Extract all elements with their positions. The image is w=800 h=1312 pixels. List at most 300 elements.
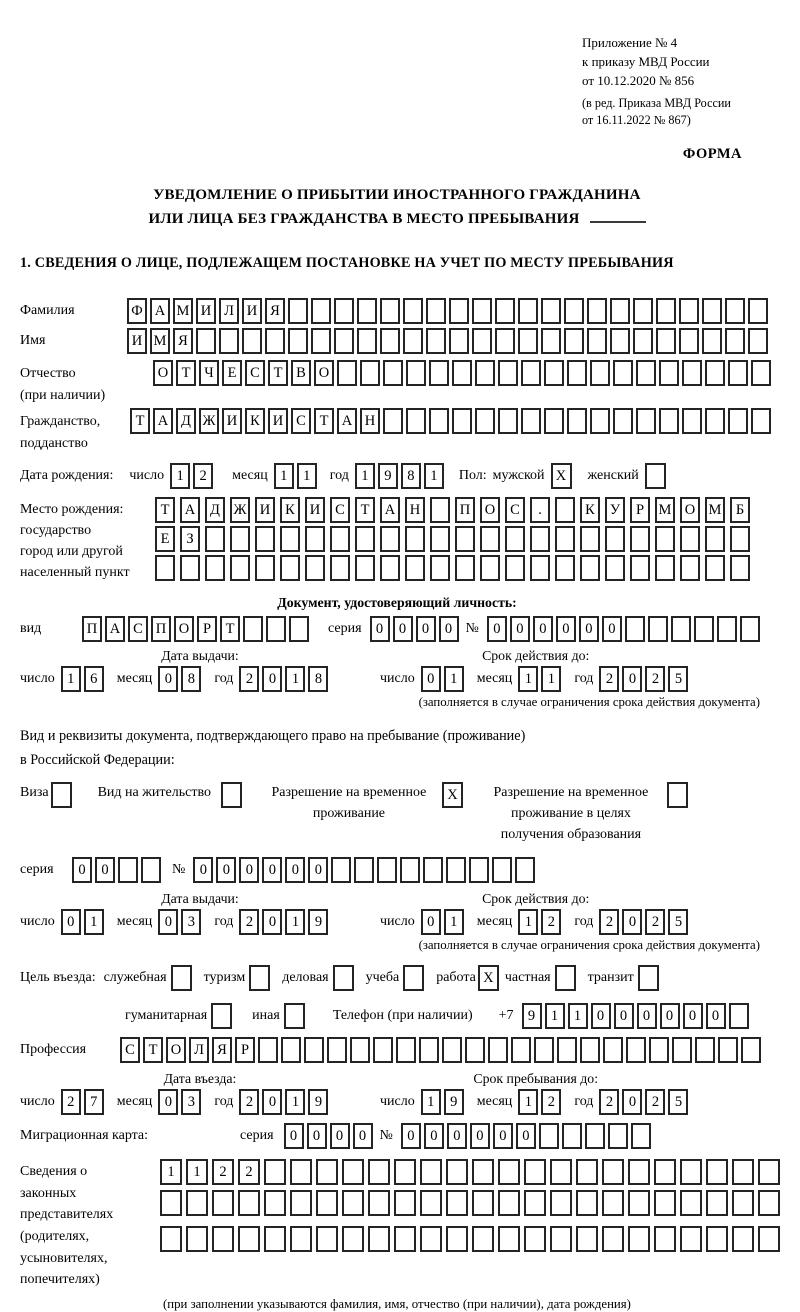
char-cell[interactable]: М [705,497,725,523]
char-cell[interactable]: 6 [84,666,104,692]
char-cell[interactable] [613,408,633,434]
char-cell[interactable] [186,1190,208,1216]
char-cell[interactable] [613,360,633,386]
char-cell[interactable] [654,1226,676,1252]
phone-input[interactable] [522,1003,752,1029]
char-cell[interactable] [380,298,400,324]
char-cell[interactable] [580,555,600,581]
birth-year-input[interactable] [355,463,447,489]
char-cell[interactable]: 2 [193,463,213,489]
char-cell[interactable]: 0 [95,857,115,883]
char-cell[interactable]: И [305,497,325,523]
char-cell[interactable] [305,555,325,581]
char-cell[interactable] [394,1190,416,1216]
char-cell[interactable]: 0 [591,1003,611,1029]
char-cell[interactable] [534,1037,554,1063]
char-cell[interactable]: . [530,497,550,523]
char-cell[interactable] [679,328,699,354]
purpose-private-checkbox[interactable] [555,965,576,991]
char-cell[interactable] [342,1226,364,1252]
char-cell[interactable]: 0 [330,1123,350,1149]
char-cell[interactable]: 0 [470,1123,490,1149]
char-cell[interactable]: 2 [645,1089,665,1115]
char-cell[interactable]: К [245,408,265,434]
char-cell[interactable]: 0 [262,666,282,692]
char-cell[interactable] [564,328,584,354]
char-cell[interactable] [702,328,722,354]
char-cell[interactable] [357,298,377,324]
char-cell[interactable] [555,526,575,552]
char-cell[interactable]: 0 [556,616,576,642]
char-cell[interactable] [680,1226,702,1252]
char-cell[interactable] [758,1226,780,1252]
char-cell[interactable] [406,408,426,434]
char-cell[interactable] [718,1037,738,1063]
char-cell[interactable]: С [330,497,350,523]
char-cell[interactable]: 1 [518,909,538,935]
char-cell[interactable]: 0 [158,666,178,692]
char-cell[interactable]: И [242,298,262,324]
char-cell[interactable]: М [173,298,193,324]
char-cell[interactable] [311,298,331,324]
char-cell[interactable] [495,298,515,324]
char-cell[interactable]: О [314,360,334,386]
profession-input[interactable] [120,1037,764,1063]
char-cell[interactable] [628,1190,650,1216]
entry-year-input[interactable] [239,1089,331,1115]
char-cell[interactable] [305,526,325,552]
char-cell[interactable] [625,616,645,642]
temp-residence-checkbox[interactable]: X [442,782,463,808]
char-cell[interactable]: Т [220,616,240,642]
entry-month-input[interactable] [158,1089,204,1115]
char-cell[interactable] [539,1123,559,1149]
char-cell[interactable] [360,360,380,386]
char-cell[interactable]: 9 [444,1089,464,1115]
char-cell[interactable] [656,328,676,354]
char-cell[interactable]: А [150,298,170,324]
char-cell[interactable] [729,1003,749,1029]
citizenship-input[interactable] [130,408,774,434]
char-cell[interactable] [472,298,492,324]
char-cell[interactable] [751,360,771,386]
char-cell[interactable] [488,1037,508,1063]
char-cell[interactable] [405,555,425,581]
doc-number-input[interactable] [487,616,763,642]
char-cell[interactable] [238,1190,260,1216]
char-cell[interactable] [238,1226,260,1252]
legal-reps-row2-input[interactable] [160,1190,784,1216]
char-cell[interactable] [694,616,714,642]
char-cell[interactable] [555,497,575,523]
char-cell[interactable] [505,526,525,552]
char-cell[interactable] [480,526,500,552]
char-cell[interactable]: 1 [518,666,538,692]
char-cell[interactable] [649,1037,669,1063]
char-cell[interactable] [682,360,702,386]
char-cell[interactable]: 0 [307,1123,327,1149]
char-cell[interactable]: 0 [421,666,441,692]
birth-place-row2-input[interactable] [155,526,755,552]
residence-permit-checkbox[interactable] [221,782,242,808]
char-cell[interactable]: Р [197,616,217,642]
char-cell[interactable] [230,555,250,581]
char-cell[interactable] [530,526,550,552]
char-cell[interactable]: П [151,616,171,642]
char-cell[interactable]: Л [189,1037,209,1063]
char-cell[interactable]: 0 [61,909,81,935]
char-cell[interactable] [732,1226,754,1252]
char-cell[interactable] [452,408,472,434]
char-cell[interactable]: 5 [668,909,688,935]
purpose-business-checkbox[interactable] [333,965,354,991]
char-cell[interactable]: А [337,408,357,434]
char-cell[interactable] [576,1226,598,1252]
issue-year-input[interactable] [239,909,331,935]
char-cell[interactable] [212,1226,234,1252]
stay-month-input[interactable] [518,1089,564,1115]
char-cell[interactable]: У [605,497,625,523]
char-cell[interactable] [118,857,138,883]
char-cell[interactable] [419,1037,439,1063]
char-cell[interactable] [446,1190,468,1216]
char-cell[interactable]: И [127,328,147,354]
char-cell[interactable]: Я [173,328,193,354]
char-cell[interactable]: 1 [421,1089,441,1115]
char-cell[interactable] [751,408,771,434]
char-cell[interactable] [659,360,679,386]
char-cell[interactable] [671,616,691,642]
char-cell[interactable]: Т [155,497,175,523]
char-cell[interactable] [186,1226,208,1252]
char-cell[interactable] [758,1190,780,1216]
char-cell[interactable]: 0 [622,666,642,692]
stay-year-input[interactable] [599,1089,691,1115]
char-cell[interactable] [562,1123,582,1149]
char-cell[interactable] [705,408,725,434]
char-cell[interactable] [429,360,449,386]
char-cell[interactable]: О [153,360,173,386]
char-cell[interactable] [717,616,737,642]
char-cell[interactable]: Т [176,360,196,386]
char-cell[interactable]: 0 [262,909,282,935]
char-cell[interactable]: 0 [579,616,599,642]
char-cell[interactable] [480,555,500,581]
char-cell[interactable]: Т [130,408,150,434]
char-cell[interactable] [498,360,518,386]
issue-month-input[interactable] [158,909,204,935]
char-cell[interactable]: 2 [239,666,259,692]
char-cell[interactable]: 2 [238,1159,260,1185]
char-cell[interactable] [730,526,750,552]
char-cell[interactable]: О [680,497,700,523]
purpose-work-checkbox[interactable]: X [478,965,499,991]
char-cell[interactable] [518,328,538,354]
char-cell[interactable]: 0 [622,1089,642,1115]
purpose-tourism-checkbox[interactable] [249,965,270,991]
char-cell[interactable] [498,408,518,434]
char-cell[interactable]: А [180,497,200,523]
char-cell[interactable] [524,1190,546,1216]
char-cell[interactable] [602,1190,624,1216]
char-cell[interactable] [342,1190,364,1216]
char-cell[interactable]: 5 [668,1089,688,1115]
char-cell[interactable]: 1 [285,1089,305,1115]
char-cell[interactable]: О [174,616,194,642]
char-cell[interactable] [679,298,699,324]
char-cell[interactable]: Т [355,497,375,523]
char-cell[interactable]: 0 [602,616,622,642]
char-cell[interactable] [316,1190,338,1216]
char-cell[interactable] [518,298,538,324]
char-cell[interactable]: 5 [668,666,688,692]
char-cell[interactable] [141,857,161,883]
char-cell[interactable]: 0 [660,1003,680,1029]
char-cell[interactable] [396,1037,416,1063]
char-cell[interactable]: 0 [637,1003,657,1029]
char-cell[interactable]: 2 [239,1089,259,1115]
char-cell[interactable]: Р [235,1037,255,1063]
char-cell[interactable] [524,1226,546,1252]
sex-female-checkbox[interactable] [645,463,666,489]
purpose-humanitarian-checkbox[interactable] [211,1003,232,1029]
char-cell[interactable]: 0 [421,909,441,935]
birth-place-row3-input[interactable] [155,555,755,581]
char-cell[interactable] [280,526,300,552]
char-cell[interactable]: Ч [199,360,219,386]
purpose-transit-checkbox[interactable] [638,965,659,991]
char-cell[interactable]: 1 [170,463,190,489]
char-cell[interactable] [580,1037,600,1063]
char-cell[interactable]: 2 [61,1089,81,1115]
char-cell[interactable] [449,298,469,324]
char-cell[interactable] [557,1037,577,1063]
char-cell[interactable] [331,857,351,883]
char-cell[interactable]: 0 [262,1089,282,1115]
char-cell[interactable] [373,1037,393,1063]
char-cell[interactable]: 0 [370,616,390,642]
char-cell[interactable] [430,555,450,581]
char-cell[interactable] [355,526,375,552]
char-cell[interactable] [281,1037,301,1063]
char-cell[interactable]: Е [222,360,242,386]
char-cell[interactable] [541,328,561,354]
char-cell[interactable]: 1 [297,463,317,489]
char-cell[interactable]: М [150,328,170,354]
char-cell[interactable]: К [580,497,600,523]
char-cell[interactable] [605,555,625,581]
issue-year-input[interactable] [239,666,331,692]
visa-checkbox[interactable] [51,782,72,808]
char-cell[interactable] [648,616,668,642]
char-cell[interactable] [472,1190,494,1216]
char-cell[interactable] [654,1190,676,1216]
char-cell[interactable] [495,328,515,354]
doc-series-input[interactable] [370,616,462,642]
char-cell[interactable] [426,298,446,324]
surname-input[interactable] [127,298,771,324]
char-cell[interactable] [383,360,403,386]
char-cell[interactable] [695,1037,715,1063]
char-cell[interactable]: 1 [274,463,294,489]
char-cell[interactable]: 1 [541,666,561,692]
char-cell[interactable] [420,1226,442,1252]
char-cell[interactable]: 0 [493,1123,513,1149]
char-cell[interactable]: 2 [599,909,619,935]
issue-month-input[interactable] [158,666,204,692]
char-cell[interactable] [682,408,702,434]
char-cell[interactable] [423,857,443,883]
char-cell[interactable] [511,1037,531,1063]
char-cell[interactable] [258,1037,278,1063]
char-cell[interactable]: 0 [393,616,413,642]
char-cell[interactable]: 0 [706,1003,726,1029]
char-cell[interactable]: А [380,497,400,523]
char-cell[interactable]: 9 [308,1089,328,1115]
char-cell[interactable]: 0 [216,857,236,883]
doc-type-input[interactable] [82,616,312,642]
char-cell[interactable] [289,616,309,642]
char-cell[interactable] [590,408,610,434]
char-cell[interactable] [205,555,225,581]
char-cell[interactable] [334,298,354,324]
char-cell[interactable]: О [166,1037,186,1063]
char-cell[interactable] [429,408,449,434]
char-cell[interactable] [243,616,263,642]
char-cell[interactable] [472,328,492,354]
char-cell[interactable] [587,298,607,324]
char-cell[interactable] [659,408,679,434]
char-cell[interactable] [442,1037,462,1063]
char-cell[interactable]: 0 [262,857,282,883]
char-cell[interactable] [455,526,475,552]
char-cell[interactable] [672,1037,692,1063]
char-cell[interactable]: С [120,1037,140,1063]
birth-day-input[interactable] [170,463,216,489]
char-cell[interactable]: 3 [181,1089,201,1115]
char-cell[interactable] [430,497,450,523]
char-cell[interactable]: 0 [72,857,92,883]
char-cell[interactable]: И [255,497,275,523]
purpose-official-checkbox[interactable] [171,965,192,991]
char-cell[interactable] [455,555,475,581]
char-cell[interactable] [636,360,656,386]
migration-series-input[interactable] [284,1123,376,1149]
char-cell[interactable]: 1 [285,909,305,935]
char-cell[interactable] [368,1190,390,1216]
stay-day-input[interactable] [421,1089,467,1115]
char-cell[interactable] [567,408,587,434]
char-cell[interactable] [380,526,400,552]
char-cell[interactable] [160,1226,182,1252]
char-cell[interactable] [280,555,300,581]
char-cell[interactable]: 1 [424,463,444,489]
name-input[interactable] [127,328,771,354]
char-cell[interactable] [290,1226,312,1252]
char-cell[interactable] [420,1190,442,1216]
char-cell[interactable] [530,555,550,581]
char-cell[interactable]: 0 [353,1123,373,1149]
char-cell[interactable] [311,328,331,354]
char-cell[interactable]: Р [630,497,650,523]
char-cell[interactable] [628,1226,650,1252]
purpose-study-checkbox[interactable] [403,965,424,991]
migration-number-input[interactable] [401,1123,654,1149]
char-cell[interactable]: Л [219,298,239,324]
char-cell[interactable] [680,555,700,581]
char-cell[interactable] [266,616,286,642]
char-cell[interactable]: Т [314,408,334,434]
char-cell[interactable] [725,328,745,354]
sex-male-checkbox[interactable]: X [551,463,572,489]
expiry-month-input[interactable] [518,666,564,692]
char-cell[interactable] [337,360,357,386]
char-cell[interactable]: П [455,497,475,523]
char-cell[interactable]: 1 [355,463,375,489]
char-cell[interactable]: 2 [239,909,259,935]
char-cell[interactable] [576,1190,598,1216]
char-cell[interactable] [655,555,675,581]
char-cell[interactable] [728,408,748,434]
char-cell[interactable]: М [655,497,675,523]
char-cell[interactable] [705,526,725,552]
char-cell[interactable]: А [153,408,173,434]
char-cell[interactable] [732,1190,754,1216]
char-cell[interactable]: Т [143,1037,163,1063]
birth-month-input[interactable] [274,463,320,489]
char-cell[interactable] [242,328,262,354]
char-cell[interactable] [702,298,722,324]
char-cell[interactable]: 1 [568,1003,588,1029]
char-cell[interactable] [330,555,350,581]
char-cell[interactable]: С [505,497,525,523]
char-cell[interactable] [498,1226,520,1252]
char-cell[interactable]: Д [205,497,225,523]
char-cell[interactable]: 2 [599,1089,619,1115]
char-cell[interactable]: 2 [541,1089,561,1115]
char-cell[interactable] [585,1123,605,1149]
birth-place-row1-input[interactable] [155,497,755,523]
char-cell[interactable]: 0 [193,857,213,883]
char-cell[interactable] [264,1226,286,1252]
char-cell[interactable]: 0 [439,616,459,642]
char-cell[interactable] [380,328,400,354]
char-cell[interactable] [626,1037,646,1063]
char-cell[interactable] [680,526,700,552]
char-cell[interactable] [465,1037,485,1063]
char-cell[interactable] [403,298,423,324]
char-cell[interactable] [603,1037,623,1063]
entry-day-input[interactable] [61,1089,107,1115]
char-cell[interactable]: А [105,616,125,642]
char-cell[interactable] [550,1190,572,1216]
char-cell[interactable]: П [82,616,102,642]
char-cell[interactable] [452,360,472,386]
char-cell[interactable] [705,360,725,386]
char-cell[interactable] [728,360,748,386]
char-cell[interactable] [544,360,564,386]
char-cell[interactable]: 0 [239,857,259,883]
char-cell[interactable] [730,555,750,581]
char-cell[interactable]: 0 [487,616,507,642]
char-cell[interactable]: Е [155,526,175,552]
char-cell[interactable] [264,1190,286,1216]
patronymic-input[interactable] [153,360,774,386]
char-cell[interactable] [541,298,561,324]
char-cell[interactable]: 1 [160,1159,182,1185]
char-cell[interactable] [430,526,450,552]
char-cell[interactable] [288,328,308,354]
